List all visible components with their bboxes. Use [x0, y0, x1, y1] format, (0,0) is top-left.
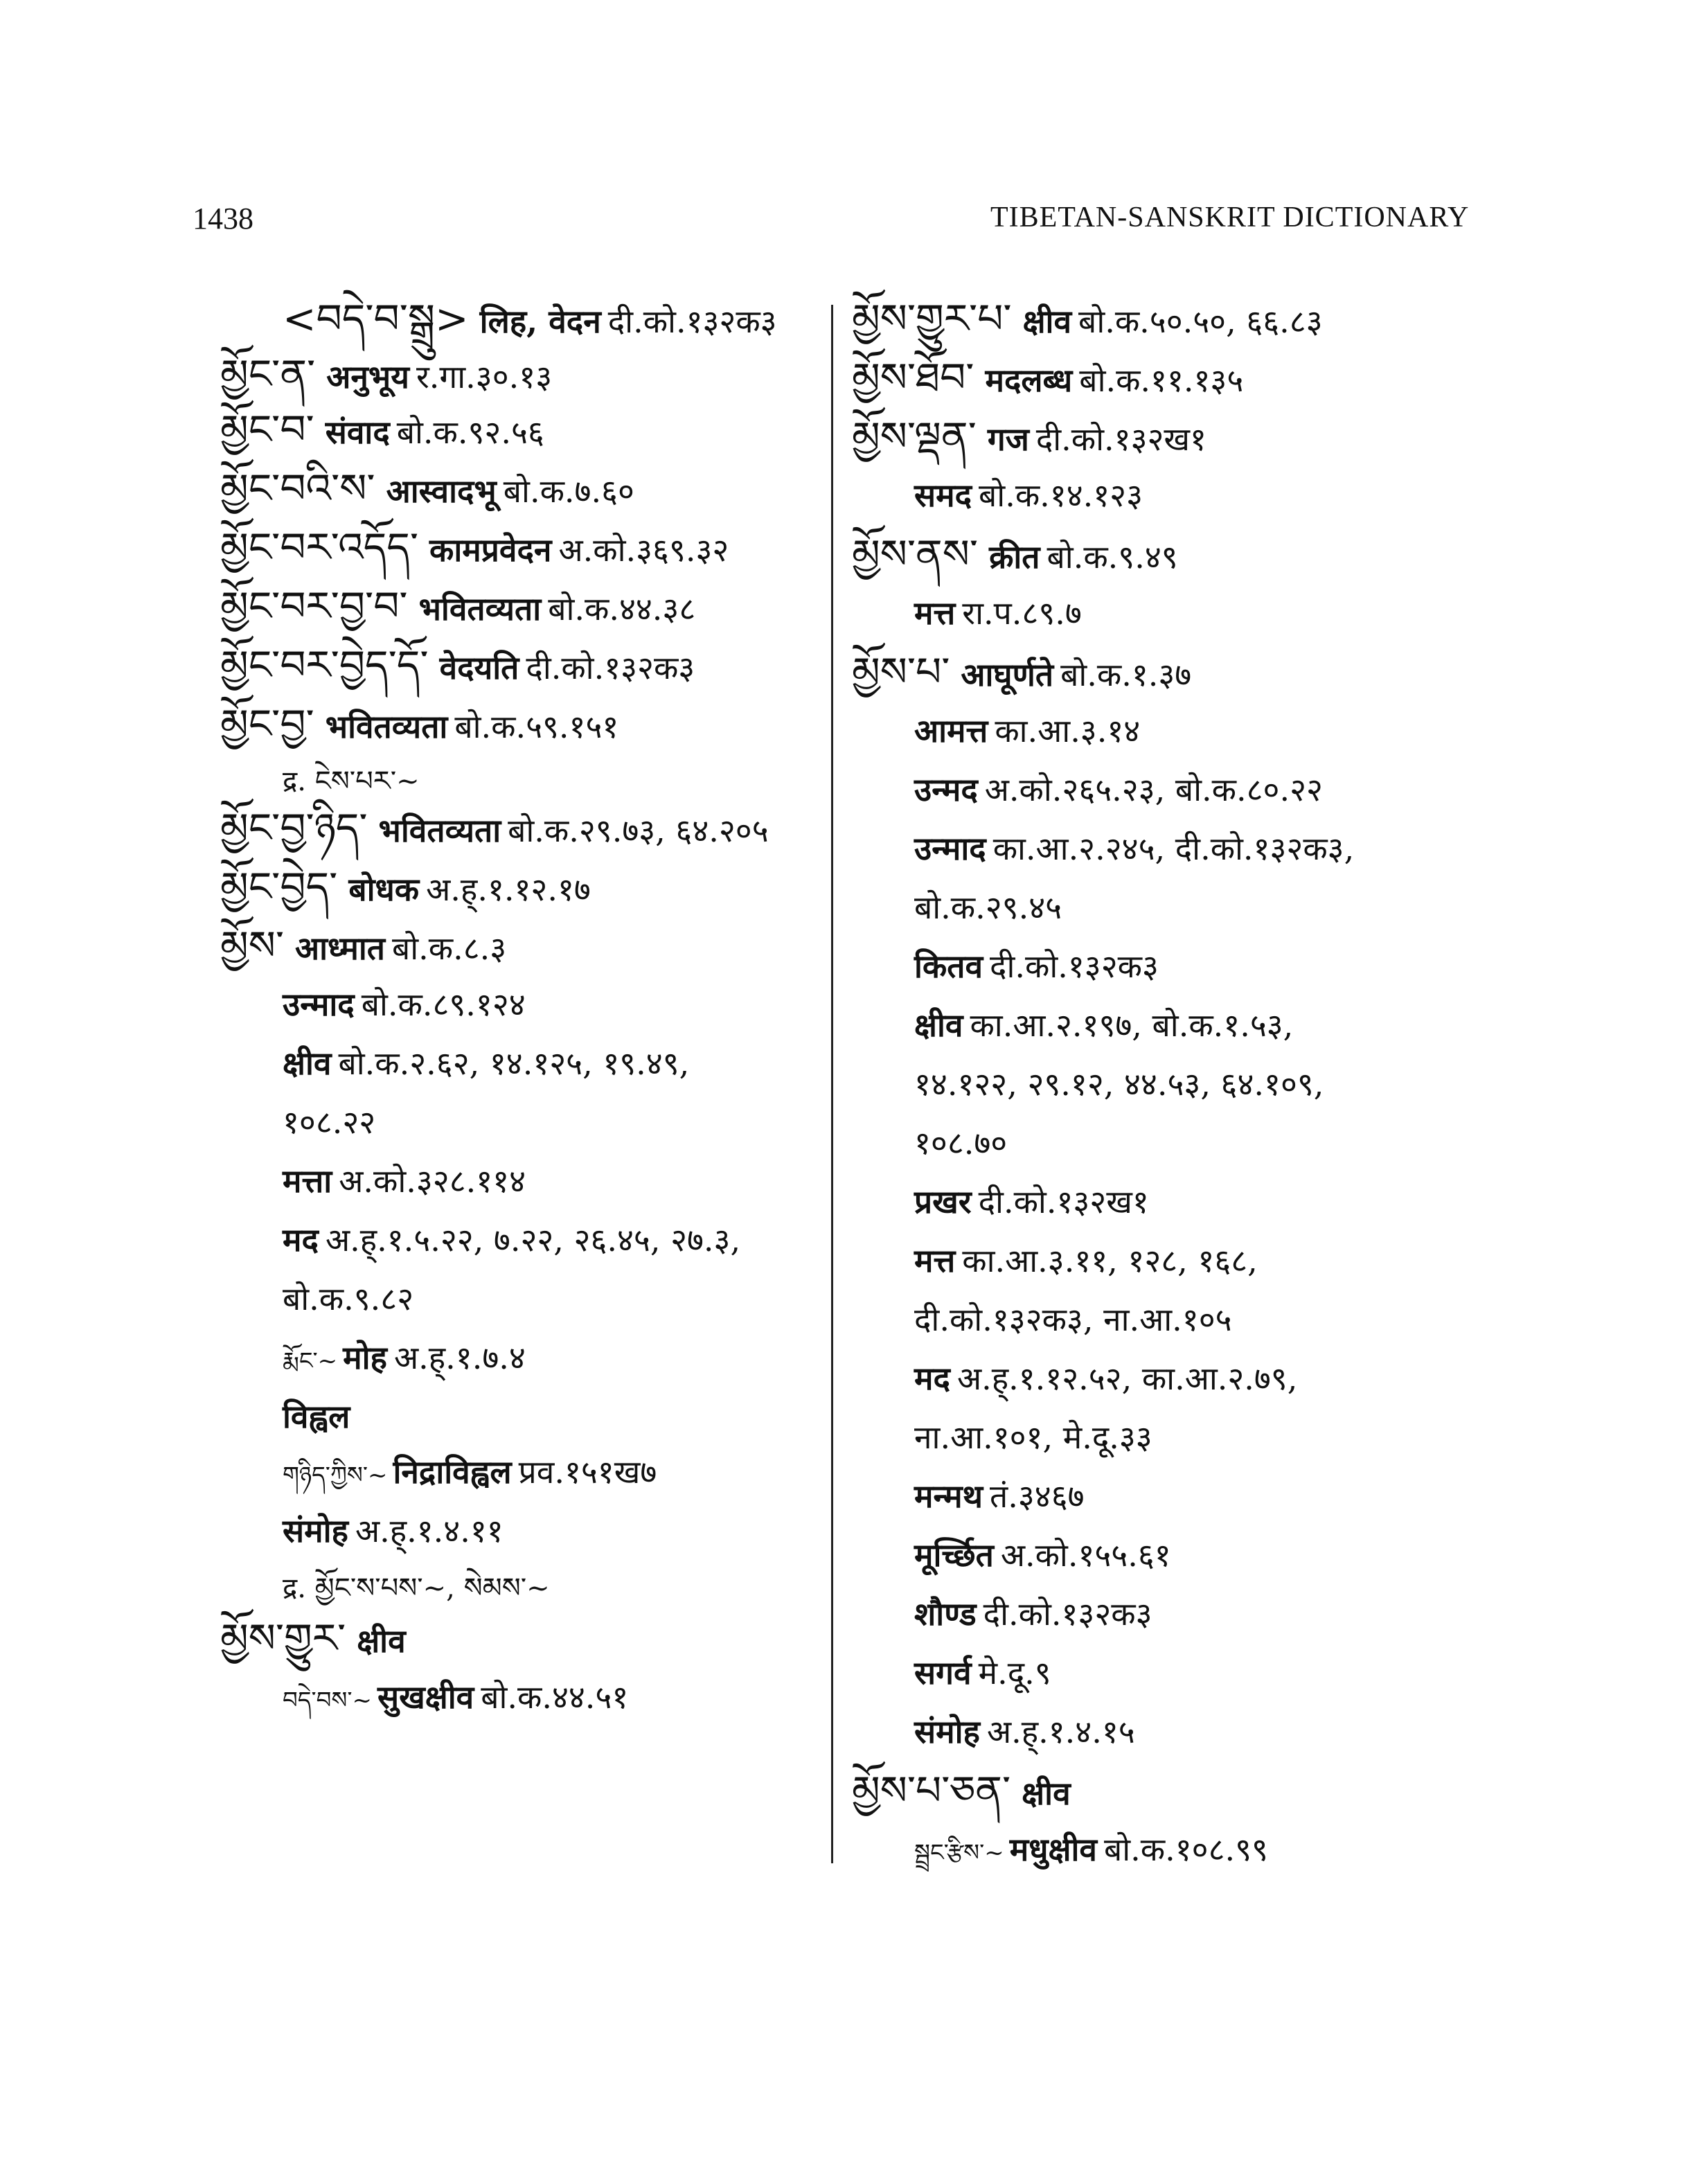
sanskrit-equivalent: मूर्च्छित — [914, 1536, 994, 1574]
sanskrit-equivalent: अनुभूय — [326, 358, 409, 396]
cross-reference: द्र. ངེས་པར་~ — [283, 765, 420, 797]
dictionary-line — [914, 945, 1159, 987]
dictionary-line — [283, 1451, 657, 1496]
dictionary-line — [852, 413, 1206, 460]
dictionary-line — [283, 1337, 526, 1382]
sanskrit-equivalent: भवितव्यता — [325, 708, 448, 745]
source-reference: बो.क.८९.१२४ — [361, 986, 526, 1023]
source-reference: अ.ह्.१.४.११ — [355, 1512, 504, 1550]
tibetan-compound: གཉིད་ཀྱིས་~ — [283, 1462, 388, 1489]
source-reference: र.गा.३०.१३ — [416, 358, 553, 396]
tibetan-compound: རྨོང་~ — [283, 1347, 338, 1375]
source-reference: अ.को.३२८.११४ — [339, 1162, 526, 1200]
tibetan-headword: མྱོས་ལྡན་ — [852, 413, 977, 460]
dictionary-line — [914, 710, 1140, 752]
tibetan-headword: མྱོང་བྱེད་ — [220, 863, 338, 910]
cross-reference: द्र. མྱོང་ས་པས་~, སེམས་~ — [283, 1572, 550, 1604]
tibetan-headword: མྱོང་བར་འདོད་ — [220, 524, 418, 571]
sanskrit-equivalent: संमोह — [914, 1713, 980, 1750]
source-reference: बो.क.५०.५०, ६६.८३ — [1078, 303, 1323, 340]
dictionary-line — [914, 1829, 1268, 1874]
sanskrit-equivalent: प्रखर — [914, 1183, 972, 1220]
sanskrit-equivalent: क्षीव — [1022, 1775, 1071, 1812]
dictionary-line — [220, 1617, 413, 1662]
sanskrit-equivalent: मत्ता — [283, 1162, 332, 1200]
source-reference: अ.ह्.१.४.१५ — [986, 1713, 1135, 1750]
dictionary-line — [914, 1593, 1152, 1635]
tibetan-compound: བདེ་བས་~ — [283, 1687, 372, 1714]
dictionary-line — [220, 863, 591, 910]
source-reference: बो.क.५९.१५१ — [454, 708, 619, 745]
sanskrit-equivalent: क्षीव — [914, 1006, 963, 1044]
dictionary-line — [914, 887, 1062, 928]
source-reference: बो.क.१.३७ — [1060, 656, 1192, 693]
tibetan-headword: མྱོས་གྱུར་ — [220, 1615, 346, 1662]
dictionary-line — [283, 1676, 628, 1721]
source-reference: रा.प.८९.७ — [962, 594, 1082, 632]
tibetan-headword: མྱོས་པ་ཅན་ — [852, 1767, 1011, 1814]
sanskrit-equivalent: क्षीव — [357, 1622, 406, 1660]
sanskrit-equivalent: भवितव्यता — [378, 812, 501, 849]
dictionary-line — [914, 1652, 1051, 1694]
source-reference: का.आ.३.१४ — [995, 712, 1141, 749]
sanskrit-equivalent: कितव — [914, 948, 983, 985]
dictionary-line — [852, 533, 1178, 578]
dictionary-line — [220, 641, 695, 689]
sanskrit-equivalent: मत्त — [914, 594, 956, 632]
dictionary-line — [283, 295, 777, 342]
source-reference: बो.क.७.६० — [503, 472, 634, 510]
dictionary-line — [852, 648, 1192, 695]
running-head: TIBETAN-SANSKRIT DICTIONARY — [990, 202, 1470, 233]
sanskrit-equivalent: आध्मात — [295, 930, 385, 967]
source-reference: दी.को.१३२ख१ — [978, 1183, 1149, 1220]
tibetan-headword: མྱོང་བར་བྱ་བ་ — [220, 583, 408, 630]
sanskrit-equivalent: वेदयति — [439, 649, 519, 686]
sanskrit-equivalent: विह्वल — [283, 1398, 350, 1435]
sanskrit-equivalent: मद — [283, 1221, 319, 1259]
source-reference: दी.को.१३२क३ — [990, 948, 1159, 985]
sanskrit-equivalent: संवाद — [325, 414, 390, 451]
source-reference: दी.को.१३२क३, ना.आ.१०५ — [914, 1301, 1232, 1338]
source-reference: बो.क.४४.३८ — [548, 590, 696, 628]
source-reference: दी.को.१३२ख१ — [1035, 420, 1206, 458]
sanskrit-equivalent: सुखक्षीव — [377, 1678, 474, 1716]
source-reference: बो.क.११.१३५ — [1079, 362, 1244, 399]
dictionary-line — [914, 1711, 1135, 1752]
dictionary-line — [914, 1534, 1171, 1576]
sanskrit-equivalent: आस्वादभू — [386, 472, 497, 510]
dictionary-line — [220, 804, 769, 851]
source-reference: बो.क.९.४९ — [1047, 538, 1178, 576]
source-reference: दी.को.१३२क३ — [526, 649, 695, 686]
column-divider — [831, 305, 833, 1863]
sanskrit-equivalent: निद्राविह्वल — [393, 1453, 512, 1491]
page-number: 1438 — [193, 202, 253, 236]
sanskrit-equivalent: संमोह — [283, 1512, 348, 1550]
sanskrit-equivalent: आमत्त — [914, 712, 988, 749]
source-reference: १०८.७० — [914, 1124, 1008, 1162]
tibetan-headword: མྱོས་ཐོབ་ — [852, 354, 974, 401]
sanskrit-equivalent: क्षीव — [283, 1045, 332, 1082]
sanskrit-equivalent: सगर्व — [914, 1654, 972, 1692]
dictionary-line — [914, 1417, 1152, 1458]
dictionary-line — [914, 1475, 1085, 1517]
source-reference: अ.ह्.१.१२.५२, का.आ.२.७९, — [956, 1360, 1298, 1397]
dictionary-line — [852, 354, 1244, 401]
source-reference: दी.को.१३२क३ — [607, 303, 777, 340]
dictionary-line — [914, 769, 1323, 810]
source-reference: अ.को.२६५.२३, बो.क.८०.२२ — [984, 771, 1323, 808]
dictionary-line — [914, 1358, 1297, 1399]
dictionary-line — [283, 1042, 689, 1084]
dictionary-line — [852, 295, 1323, 342]
source-reference: ना.आ.१०१, मे.दू.३३ — [914, 1419, 1152, 1456]
source-reference: अ.ह्.१.७.४ — [393, 1339, 526, 1376]
sanskrit-equivalent: बोधक — [348, 871, 420, 908]
dictionary-line — [914, 474, 1143, 516]
dictionary-line — [914, 1063, 1324, 1105]
dictionary-line — [914, 1181, 1149, 1223]
tibetan-headword: མྱོས་ — [220, 922, 285, 969]
dictionary-line — [283, 1278, 413, 1320]
dictionary-line — [220, 465, 634, 512]
sanskrit-equivalent: उन्मद — [914, 771, 978, 808]
tibetan-headword: མྱོང་བྱ་ཉིད་ — [220, 804, 368, 851]
sanskrit-equivalent: कामप्रवेदन — [429, 531, 552, 569]
dictionary-line — [220, 406, 544, 453]
dictionary-line — [220, 526, 729, 571]
tibetan-compound: སྦྲང་རྩིས་~ — [914, 1839, 1004, 1867]
source-reference: बो.क.९.८२ — [283, 1280, 414, 1317]
sanskrit-equivalent: लिह, वेदन — [479, 303, 601, 340]
dictionary-line — [852, 1767, 1078, 1814]
sanskrit-equivalent: मधुक्षीव — [1009, 1831, 1097, 1868]
source-reference: १०८.२२ — [283, 1103, 376, 1141]
source-reference: अ.को.३६९.३२ — [558, 531, 729, 569]
source-reference: अ.ह्.१.१२.१७ — [426, 871, 591, 908]
sanskrit-equivalent: मोह — [343, 1339, 387, 1376]
dictionary-line — [220, 585, 695, 630]
tibetan-headword: མྱོང་བ་ — [220, 406, 314, 453]
dictionary-line — [914, 1004, 1293, 1046]
source-reference: प्रव.१५१ख७ — [518, 1453, 657, 1491]
dictionary-line — [283, 1160, 526, 1202]
dictionary-line — [914, 592, 1082, 634]
tibetan-headword: མྱོས་པ་ — [852, 648, 950, 695]
sanskrit-equivalent: उन्माद — [914, 830, 986, 867]
source-reference: बो.क.४४.५१ — [481, 1678, 629, 1716]
dictionary-line — [283, 1101, 375, 1143]
sanskrit-equivalent: मद — [914, 1360, 950, 1397]
tibetan-headword: མྱོང་ན་ — [220, 350, 316, 398]
dictionary-line — [220, 350, 553, 398]
source-reference: मे.दू.९ — [978, 1654, 1051, 1692]
tibetan-headword: མྱོང་བར་བྱེད་དོ་ — [220, 641, 429, 689]
source-reference: का.आ.२.२४५, दी.को.१३२क३, — [992, 830, 1355, 867]
source-reference: बो.क.२९.७३, ६४.२०५ — [508, 812, 769, 849]
sanskrit-equivalent: मत्त — [914, 1242, 956, 1279]
tibetan-headword: མྱོང་བྱ་ — [220, 700, 314, 747]
source-reference: दी.को.१३२क३ — [983, 1595, 1152, 1633]
sanskrit-equivalent: क्रीत — [989, 538, 1040, 576]
source-reference: बो.क.१४.१२३ — [979, 477, 1143, 514]
dictionary-line — [914, 1240, 1258, 1281]
dictionary-line — [283, 1219, 740, 1261]
source-reference: बो.क.९२.५६ — [396, 414, 544, 451]
source-reference: का.आ.३.११, १२८, १६८, — [962, 1242, 1258, 1279]
dictionary-line — [914, 1122, 1007, 1164]
sanskrit-equivalent: गज — [987, 420, 1029, 458]
source-reference: बो.क.२.६२, १४.१२५, १९.४९, — [338, 1045, 690, 1082]
dictionary-line — [220, 922, 507, 969]
source-reference: अ.ह्.१.५.२२, ७.२२, २६.४५, २७.३, — [325, 1221, 741, 1259]
source-reference: बो.क.२९.४५ — [914, 889, 1062, 926]
source-reference: १४.१२२, २९.१२, ४४.५३, ६४.१०९, — [914, 1065, 1324, 1103]
dictionary-line — [283, 1510, 504, 1552]
sanskrit-equivalent: उन्माद — [283, 986, 355, 1023]
tibetan-headword: མྱོང་བའི་ས་ — [220, 465, 375, 512]
sanskrit-equivalent: क्षीव — [1022, 303, 1072, 340]
sanskrit-equivalent: शौण्ड — [914, 1595, 977, 1633]
sanskrit-equivalent: भवितव्यता — [418, 590, 542, 628]
dictionary-line — [914, 1299, 1232, 1340]
source-reference: अ.को.१५५.६१ — [1000, 1536, 1171, 1574]
sanskrit-equivalent: समद — [914, 477, 972, 514]
source-reference: तं.३४६७ — [990, 1477, 1085, 1515]
tibetan-headword: མྱོས་གྱུར་པ་ — [852, 295, 1012, 342]
source-reference: का.आ.२.१९७, बो.क.१.५३, — [970, 1006, 1294, 1044]
sanskrit-equivalent: मन्मथ — [914, 1477, 983, 1515]
source-reference: बो.क.१०८.९९ — [1104, 1831, 1268, 1868]
dictionary-line — [220, 700, 619, 747]
dictionary-line — [283, 1396, 357, 1437]
sanskrit-equivalent: मदलब्ध — [985, 362, 1073, 399]
source-reference: बो.क.८.३ — [392, 930, 507, 967]
sanskrit-equivalent: आघूर्णते — [961, 656, 1054, 693]
dictionary-line — [283, 758, 420, 802]
tibetan-headword: མྱོས་ནས་ — [852, 531, 979, 578]
dictionary-line — [283, 1565, 550, 1609]
tibetan-headword: <བདེ་བ་སྒྲུ> — [283, 295, 469, 342]
dictionary-line — [283, 984, 526, 1025]
dictionary-line — [914, 828, 1354, 869]
